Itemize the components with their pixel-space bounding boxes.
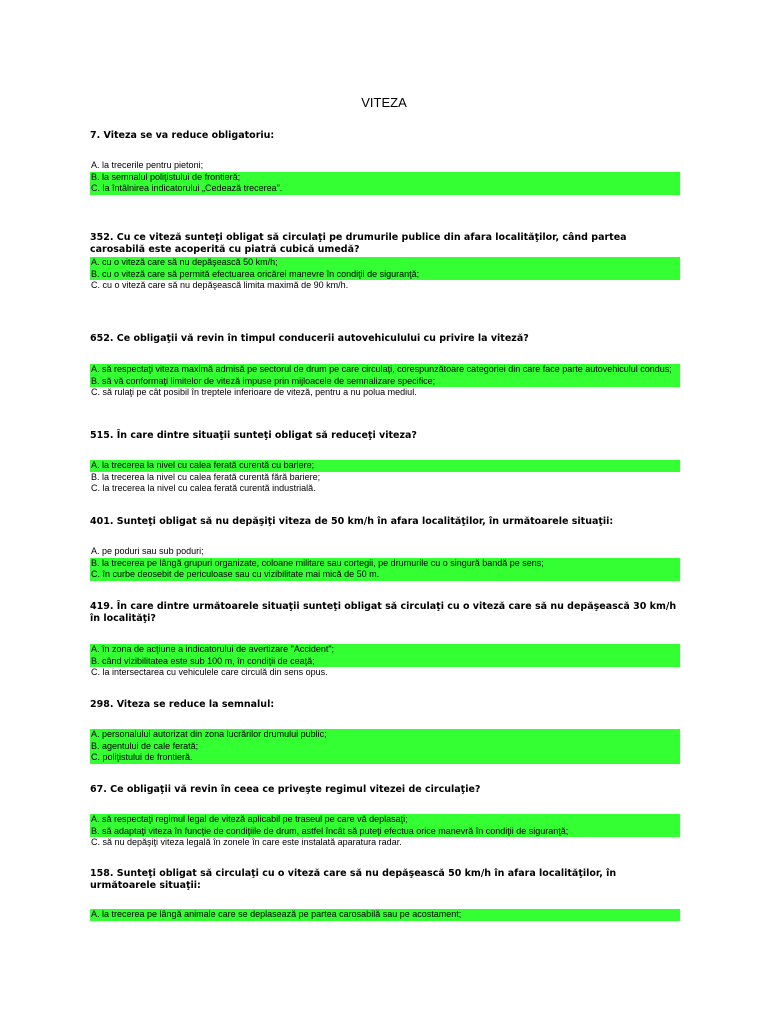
answer-letter: C. <box>91 667 100 677</box>
answer-list <box>90 814 680 849</box>
question-block <box>90 333 680 399</box>
question-text: 158. Sunteţi obligat să circulaţi cu o viteză care să nu depăşească 50 km/h în afara localităţilor, în următoarele situaţii: <box>90 868 617 891</box>
answer-option <box>90 269 680 281</box>
page-title: VITEZA <box>361 95 407 110</box>
answer-letter: B. <box>91 471 100 482</box>
answer-text: la trecerea la nivel cu calea ferată curentă industrială. <box>100 483 316 493</box>
answer-option <box>90 558 680 570</box>
answer-option <box>90 752 680 764</box>
question-block <box>90 516 680 581</box>
question-text: 298. Viteza se reduce la semnalul: <box>90 699 275 710</box>
question-block <box>90 868 680 921</box>
question-block <box>90 784 680 849</box>
answer-letter: C. <box>91 183 100 193</box>
answer-letter: C. <box>91 837 100 847</box>
answer-option <box>90 160 680 172</box>
answer-letter: C. <box>91 569 100 579</box>
answer-option <box>90 729 680 741</box>
question-block <box>90 430 680 495</box>
answer-option <box>90 472 680 484</box>
answer-list <box>90 909 680 921</box>
answer-option <box>90 909 680 921</box>
answer-option <box>90 741 680 753</box>
answer-option <box>90 364 680 376</box>
answer-text: la trecerea pe lângă grupuri organizate, coloane militare sau cortegii, pe drumurile cu o singură bandă pe sens; <box>99 557 544 568</box>
question-text: 419. În care dintre următoarele situaţii sunteţi obligat să circulaţi cu o viteză care să nu depăşească 30 km/h în localităţi? <box>90 601 677 624</box>
question-text: 67. Ce obligaţii vă revin în ceea ce priveşte regimul vitezei de circulaţie? <box>90 784 481 795</box>
answer-letter: A. <box>91 644 100 654</box>
answer-letter: B. <box>91 268 100 279</box>
answer-option <box>90 257 680 269</box>
answer-text: să respectaţi viteza maximă admisă pe sectorul de drum pe care circulaţi, corespunzătoare categoriei din care face parte autovehiculul condus; <box>99 364 672 374</box>
answer-letter: A. <box>91 460 100 470</box>
answer-text: cu o viteză care să nu depăşească 50 km/h; <box>99 257 278 267</box>
answer-letter: A. <box>91 909 100 919</box>
answer-text: la intersectarea cu vehiculele care circulă din sens opus. <box>100 667 328 677</box>
answer-letter: A. <box>91 814 100 824</box>
answer-option <box>90 814 680 826</box>
answer-option <box>90 460 680 472</box>
answer-option <box>90 546 680 558</box>
answer-text: la semnalul poliţistului de frontieră; <box>99 171 241 182</box>
question-block <box>90 232 680 292</box>
answer-text: să adaptaţi viteza în funcţie de condiţiile de drum, astfel încât să puteţi efectua orice manevră în condiţii de siguranţă; <box>99 825 569 836</box>
answer-text: la trecerea pe lângă animale care se deplasează pe partea carosabilă sau pe acostament; <box>99 909 462 919</box>
answer-option <box>90 569 680 581</box>
question-block <box>90 601 680 679</box>
answer-text: cu o viteză care să permită efectuarea oricărei manevre în condiţii de siguranţă; <box>99 268 420 279</box>
answer-option <box>90 172 680 184</box>
answer-letter: A. <box>91 546 100 556</box>
answer-letter: A. <box>91 364 100 374</box>
answer-text: la trecerea la nivel cu calea ferată curentă fără bariere; <box>99 471 321 482</box>
answer-option <box>90 667 680 679</box>
answer-text: pe poduri sau sub poduri; <box>99 546 204 556</box>
answer-text: agentului de cale ferată; <box>99 740 199 751</box>
answer-letter: C. <box>91 280 100 290</box>
question-text: 352. Cu ce viteză sunteţi obligat să circulaţi pe drumurile publice din afara localităţilor, când partea carosabilă este acoperită cu piatră cubică umedă? <box>90 232 627 255</box>
answer-text: când vizibilitatea este sub 100 m, în condiţii de ceaţă; <box>99 655 315 666</box>
answer-letter: C. <box>91 483 100 493</box>
question-text: 7. Viteza se va reduce obligatoriu: <box>90 130 275 141</box>
answer-text: să respectaţi regimul legal de viteză aplicabil pe traseul pe care vă deplasaţi; <box>99 814 408 824</box>
answer-option <box>90 387 680 399</box>
question-text: 515. În care dintre situaţii sunteţi obligat să reduceţi viteza? <box>90 430 417 441</box>
answer-list <box>90 257 680 292</box>
question-text: 652. Ce obligaţii vă revin în timpul conducerii autovehiculului cu privire la viteză? <box>90 333 529 344</box>
answer-list <box>90 160 680 195</box>
answer-letter: B. <box>91 171 100 182</box>
answer-letter: B. <box>91 740 100 751</box>
answer-letter: A. <box>91 160 100 170</box>
answer-letter: A. <box>91 729 100 739</box>
answer-text: în zona de acţiune a indicatorului de avertizare "Accident"; <box>99 644 335 654</box>
answer-letter: B. <box>91 825 100 836</box>
answer-option <box>90 837 680 849</box>
answer-letter: B. <box>91 655 100 666</box>
answer-option <box>90 656 680 668</box>
answer-list <box>90 364 680 399</box>
question-block <box>90 699 680 764</box>
answer-option <box>90 280 680 292</box>
answer-text: să rulaţi pe cât posibil în treptele inferioare de viteză, pentru a nu polua mediul. <box>100 387 417 397</box>
answer-list <box>90 644 680 679</box>
answer-list <box>90 729 680 764</box>
answer-text: să nu depăşiţi viteza legală în zonele în care este instalată aparatura radar. <box>100 837 402 847</box>
question-text: 401. Sunteţi obligat să nu depăşiţi viteza de 50 km/h în afara localităţilor, în următoarele situaţii: <box>90 516 614 527</box>
answer-letter: B. <box>91 557 100 568</box>
question-block <box>90 130 680 195</box>
answer-text: personalului autorizat din zona lucrărilor drumului public; <box>99 729 327 739</box>
answer-option <box>90 376 680 388</box>
answer-text: poliţistului de frontieră. <box>100 752 193 762</box>
answer-letter: C. <box>91 387 100 397</box>
answer-list <box>90 546 680 581</box>
answer-option <box>90 183 680 195</box>
answer-letter: C. <box>91 752 100 762</box>
answer-letter: B. <box>91 375 100 386</box>
answer-text: să vă conformaţi limitelor de viteză impuse prin mijloacele de semnalizare specifice; <box>99 375 436 386</box>
answer-text: la trecerile pentru pietoni; <box>99 160 204 170</box>
answer-option <box>90 826 680 838</box>
answer-text: la trecerea la nivel cu calea ferată curentă cu bariere; <box>99 460 315 470</box>
answer-text: cu o viteză care să nu depăşească limita maximă de 90 km/h. <box>100 280 349 290</box>
answer-option <box>90 483 680 495</box>
answer-text: în curbe deosebit de periculoase sau cu vizibilitate mai mică de 50 m. <box>100 569 380 579</box>
answer-letter: A. <box>91 257 100 267</box>
answer-list <box>90 460 680 495</box>
answer-option <box>90 644 680 656</box>
answer-text: la întâlnirea indicatorului „Cedează trecerea". <box>100 183 283 193</box>
